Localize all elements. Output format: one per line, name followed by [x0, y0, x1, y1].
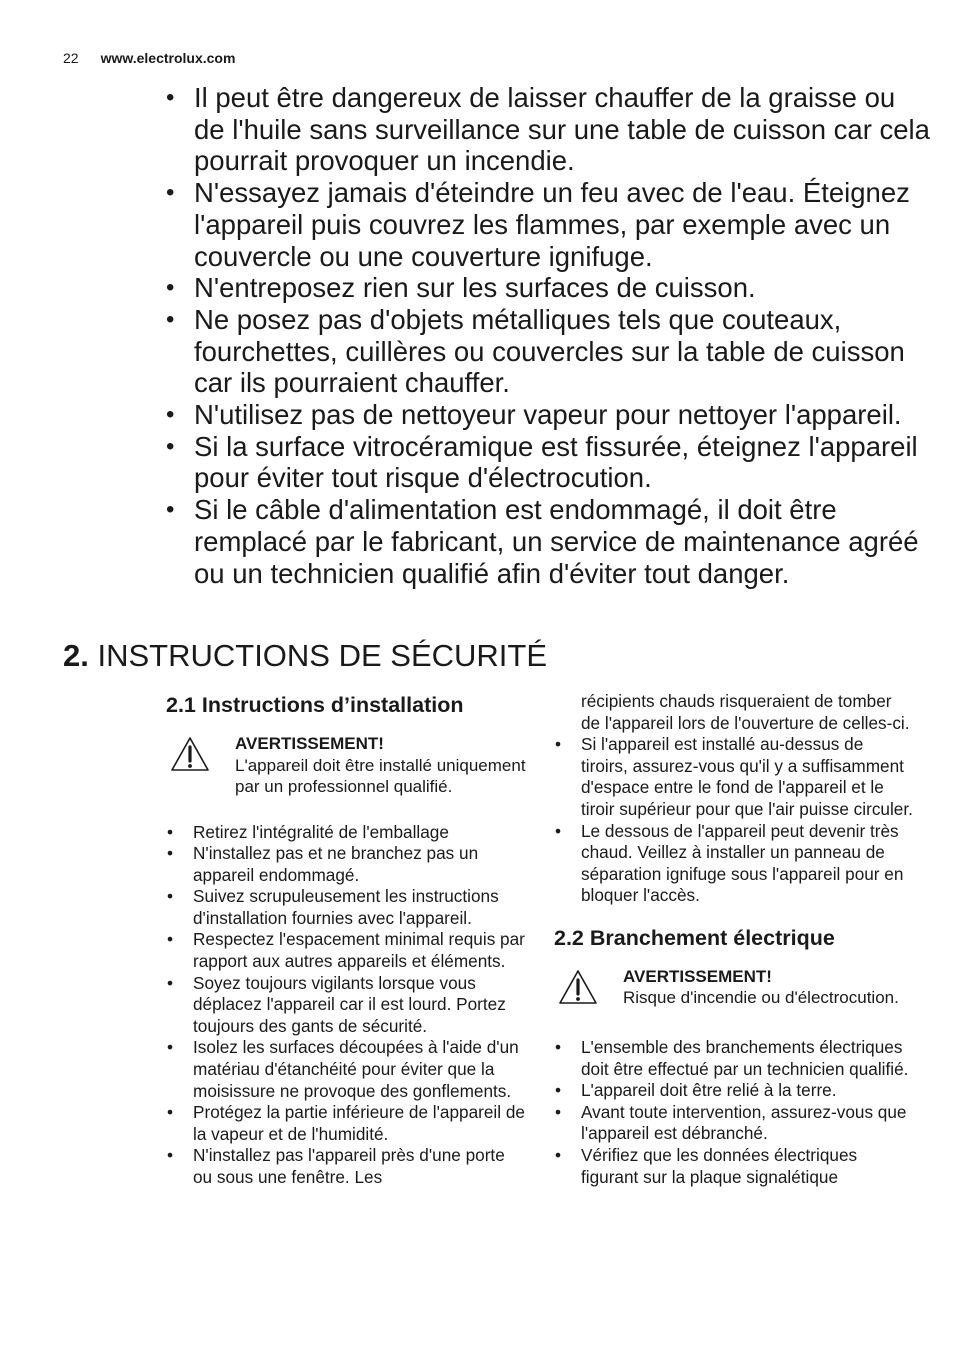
installation-list-continued — [554, 734, 914, 907]
warning-title: AVERTISSEMENT! — [623, 966, 772, 986]
right-column — [554, 691, 914, 1188]
electrical-list — [554, 1037, 914, 1188]
list-item: • Il peut être dangereux de laisser chauffer de la graisse ou de l'huile sans surveillance sur une table de cuisson car cela pourrait provoquer un incendie. — [163, 82, 933, 177]
section-title — [63, 638, 547, 674]
list-item: • Protégez la partie inférieure de l'appareil de la vapeur et de l'humidité. — [166, 1102, 526, 1145]
list-item: • Vérifiez que les données électriques figurant sur la plaque signalétique — [554, 1145, 914, 1188]
list-item: • Ne posez pas d'objets métalliques tels que couteaux, fourchettes, cuillères ou couvercles sur la table de cuisson car ils pourraient chauffer. — [163, 304, 933, 399]
continued-text: récipients chauds risqueraient de tomber de l'appareil lors de l'ouverture de celles-ci. — [581, 691, 910, 733]
list-item: • Le dessous de l'appareil peut devenir très chaud. Veillez à installer un panneau de séparation ignifuge sous l'appareil pour en bloquer l'accès. — [554, 821, 914, 907]
left-column — [166, 690, 526, 1189]
electrical-heading — [554, 923, 914, 953]
list-item: • Si la surface vitrocéramique est fissurée, éteignez l'appareil pour éviter tout risque d'électrocution. — [163, 431, 933, 494]
list-item: • N'entreposez rien sur les surfaces de cuisson. — [163, 272, 933, 304]
installation-number: 2.1 — [166, 693, 196, 717]
warning-text: L'appareil doit être installé uniquement par un professionnel qualifié. — [235, 755, 526, 796]
list-item: • Respectez l'espacement minimal requis par rapport aux autres appareils et éléments. — [166, 929, 526, 972]
list-item: • Si l'appareil est installé au-dessus de tiroirs, assurez-vous qu'il y a suffisamment d'espace entre le fond de l'appareil et le tiroir supérieur pour que l'air puisse circuler. — [554, 734, 914, 820]
page-header — [63, 50, 235, 66]
list-item: • L'appareil doit être relié à la terre. — [554, 1080, 914, 1102]
list-item: • L'ensemble des branchements électriques doit être effectué par un technicien qualifié. — [554, 1037, 914, 1080]
top-bullet-list — [163, 82, 933, 589]
section-title-text: INSTRUCTIONS DE SÉCURITÉ — [97, 638, 548, 673]
list-item: • N'installez pas et ne branchez pas un appareil endommagé. — [166, 843, 526, 886]
warning-triangle-icon — [558, 969, 598, 1005]
list-item: • Isolez les surfaces découpées à l'aide d'un matériau d'étanchéité pour éviter que la moisissure ne provoque des gonflements. — [166, 1037, 526, 1102]
list-item: • Suivez scrupuleusement les instructions d'installation fournies avec l'appareil. — [166, 886, 526, 929]
warning-triangle-icon — [170, 736, 210, 772]
installation-title: Instructions d’installation — [201, 693, 464, 717]
list-item: • N'essayez jamais d'éteindre un feu avec de l'eau. Éteignez l'appareil puis couvrez les flammes, par exemple avec un couvercle ou une couverture ignifuge. — [163, 177, 933, 272]
page-number: 22 — [63, 50, 79, 66]
warning-title: AVERTISSEMENT! — [235, 734, 384, 753]
list-item: • Si le câble d'alimentation est endommagé, il doit être remplacé par le fabricant, un service de maintenance agréé ou un technicien qualifié afin d'éviter tout danger. — [163, 494, 933, 589]
electrical-title: Branchement électrique — [589, 925, 835, 950]
list-item: • Soyez toujours vigilants lorsque vous déplacez l'appareil car il est lourd. Portez toujours des gants de sécurité. — [166, 973, 526, 1038]
list-item: • N'utilisez pas de nettoyeur vapeur pour nettoyer l'appareil. — [163, 399, 933, 431]
warning-text: Risque d'incendie ou d'électrocution. — [623, 988, 899, 1008]
section-number: 2. — [63, 638, 89, 673]
site-url: www.electrolux.com — [100, 50, 236, 66]
installation-warning — [166, 733, 526, 798]
list-item: • Retirez l'intégralité de l'emballage — [166, 822, 526, 844]
electrical-warning — [554, 966, 914, 1009]
electrical-number: 2.2 — [554, 925, 584, 950]
list-item: • N'installez pas l'appareil près d'une porte ou sous une fenêtre. Les — [166, 1145, 526, 1188]
list-item: • Avant toute intervention, assurez-vous que l'appareil est débranché. — [554, 1102, 914, 1145]
installation-list — [166, 822, 526, 1189]
installation-heading — [166, 690, 526, 720]
